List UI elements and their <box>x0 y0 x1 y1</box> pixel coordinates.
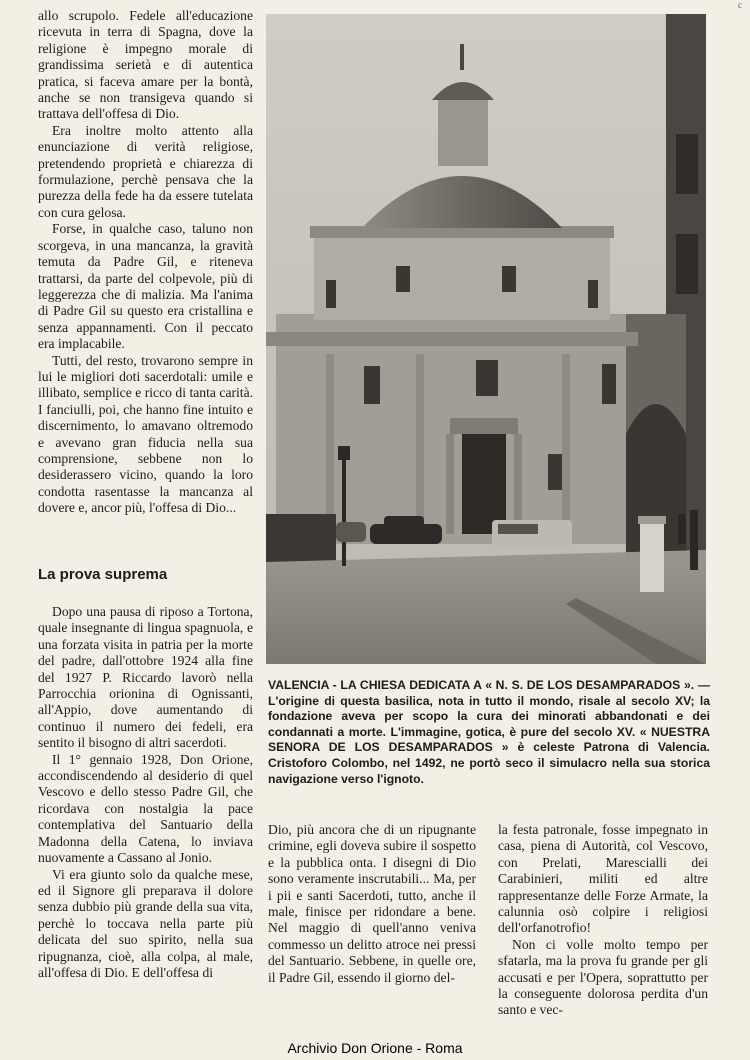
paragraph: Tutti, del resto, trovarono sempre in lui le migliori doti sacerdotali: umile e illibato, semplice e ricco di tanta carità. I fanciulli, poi, che hanno fine intuito e discernimento, lo amavano oltremodo e avevano gran fiducia nella sua comprensione, sebbene non lo desiderassero vicino, quando la loro condotta rasentasse la mancanza al dovere e, ancor più, l'offesa di Dio... <box>38 352 253 516</box>
paragraph: Vi era giunto solo da qualche mese, ed il Signore gli preparava il dolore senza dubbio più grande della sua vita, perchè lo toccava nella parte più delicata del suo spirito, nella sua ripugnanza, cioè, alla colpa, al male, all'offesa di Dio. E dell'offesa di <box>38 866 253 980</box>
paragraph: Non ci volle molto tempo per sfatarla, ma la prova fu grande per gli accusati e per l'Opera, soprattutto per la conseguente dolorosa perdita d'un santo e vec- <box>498 936 708 1018</box>
paragraph: Forse, in qualche caso, taluno non scorgeva, in una mancanza, la gravità temuta da Padre Gil, e riteneva trattarsi, da parte del colpevole, più di leggerezza che di malizia. Ma l'anima di Padre Gil su questo era cristallina e senza appannamenti. Con il peccato era implacabile. <box>38 221 253 352</box>
right-column <box>498 822 708 1019</box>
left-column <box>38 8 253 517</box>
basilica-photo <box>266 14 706 664</box>
section-column <box>38 604 253 981</box>
paragraph: Il 1° gennaio 1928, Don Orione, accondiscendendo al desiderio di quel Vescovo e dello stesso Padre Gil, che ricordava con nostalgia la pace contemplativa del Santuario della Madonna della Catena, lo inviava nuovamente a Cassano al Jonio. <box>38 751 253 866</box>
basilica-illustration <box>266 14 706 664</box>
paragraph: Era inoltre molto attento alla enunciazione di verità religiose, pretendendo proprietà e chiarezza di formulazione, perchè pensava che la purezza della fede ha da essere tutelata con cura gelosa. <box>38 122 253 220</box>
paragraph: Dio, più ancora che di un ripugnante crimine, egli doveva subire il sospetto e la pubblica onta. I disegni di Dio sono veramente inscrutabili... Ma, per i pii e santi Sacerdoti, tutto, anche il male, finisce per ridondare a bene. Nel maggio di quell'anno veniva commesso un delitto atroce nei pressi del Santuario. Sebbene, in quelle ore, il Padre Gil, essendo il giorno del- <box>268 822 476 985</box>
paragraph: la festa patronale, fosse impegnato in casa, piena di Autorità, col Vescovo, con Prelati, Marescialli dei Carabinieri, militi ed altre rappresentanze delle Forze Armate, la calunnia osò colpire i religiosi dell'orfanotrofio! <box>498 822 708 936</box>
section-heading: La prova suprema <box>38 566 168 583</box>
photo-caption <box>268 678 710 787</box>
archive-footer: Archivio Don Orione - Roma <box>287 1040 463 1056</box>
paragraph: Dopo una pausa di riposo a Tortona, quale insegnante di lingua spagnuola, e una forzata visita in patria per la morte del padre, dall'ottobre 1924 alla fine del 1927 P. Riccardo lavorò nella Parrocchia orionina di Ognissanti, all'Appio, dove aumentando di continuo il numero dei fedeli, era sentito il bisogno di altri sacerdoti. <box>38 604 253 751</box>
caption-title: VALENCIA - LA CHIESA DEDICATA A « N. S. DE LOS DESAMPARADOS ». <box>268 678 695 692</box>
paragraph: allo scrupolo. Fedele all'educazione ricevuta in terra di Spagna, dove la religione è impegno morale di grandissima serietà e di autentica pratica, si faceva amare per la bontà, anche se non transigeva quando si trattava dell'offesa di Dio. <box>38 8 253 122</box>
caption-body: — L'origine di questa basilica, nota in tutto il mondo, risale al secolo XV; la fondazione aveva per scopo la cura dei minorati abbandonati e dei condannati a morte. L'immagine, gotica, è pure del secolo XV. « NUESTRA SENORA DE LOS DESAMPARADOS » è celeste Patrona di Valencia. Cristoforo Colombo, nel 1492, ne portò seco il simulacro nella sua storica navigazione verso l'ignoto. <box>268 678 711 786</box>
middle-column <box>268 822 476 986</box>
page-corner-mark: c <box>738 0 742 10</box>
